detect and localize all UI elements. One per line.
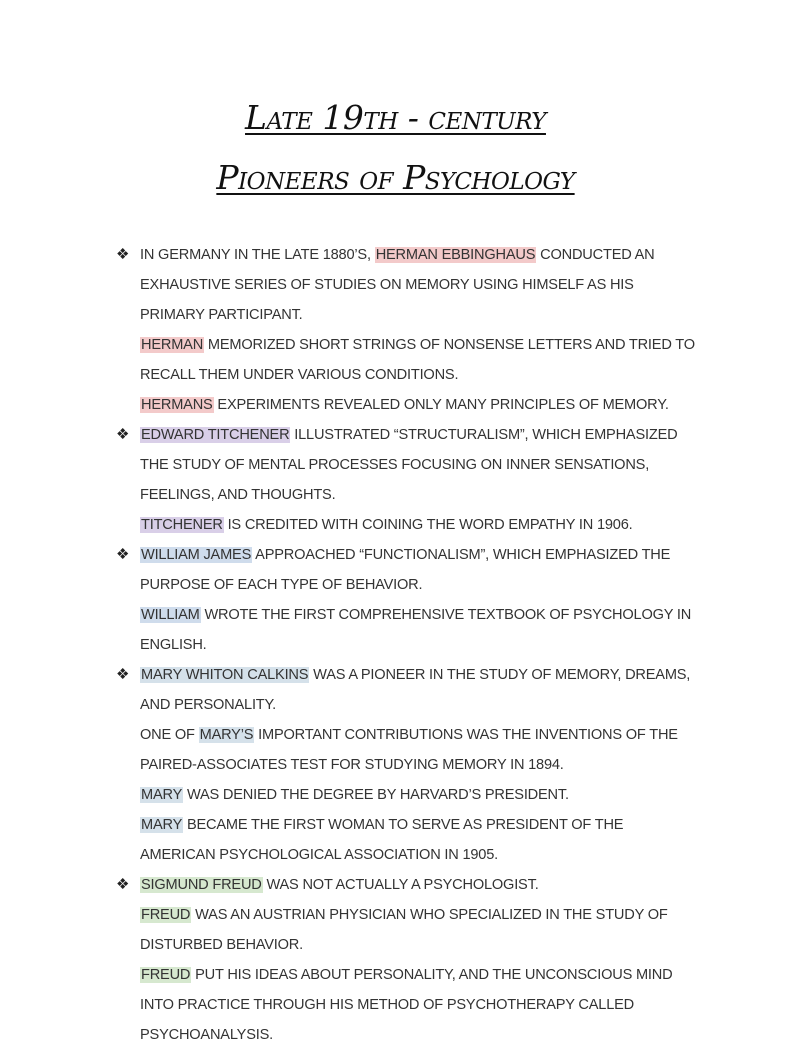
paragraph [140,870,700,900]
list-item-ebbinghaus [116,240,700,420]
text: WAS DENIED THE DEGREE BY HARVARD’S PRESIDENT. [183,787,569,803]
paragraph [140,810,700,870]
text: IS CREDITED WITH COINING THE WORD EMPATHY IN 1906. [223,517,633,533]
title-line-2: Pioneers of Psychology [216,158,575,197]
highlight-name: MARY’S [199,727,254,743]
highlight-name: HERMAN EBBINGHAUS [375,247,536,263]
highlight-name: FREUD [141,967,191,983]
diamond-bullet-icon: ❖ [116,546,130,563]
text: WROTE THE FIRST COMPREHENSIVE TEXTBOOK OF PSYCHOLOGY IN ENGLISH. [140,607,692,653]
highlight-name: MARY WHITON CALKINS [141,667,309,683]
paragraph [140,390,700,420]
highlight-name: EDWARD TITCHENER [141,427,290,443]
text: EXPERIMENTS REVEALED ONLY MANY PRINCIPLES OF MEMORY. [213,397,669,413]
paragraph [140,510,700,540]
paragraph [140,240,700,330]
highlight-name: WILLIAM [141,607,200,623]
list-item-james [116,540,700,660]
paragraph [140,720,700,780]
text: MEMORIZED SHORT STRINGS OF NONSENSE LETTERS AND TRIED TO RECALL THEM UNDER VARIOUS CONDITIONS. [140,337,695,383]
text: ONE OF [140,727,199,743]
highlight-name: FREUD [141,907,191,923]
diamond-bullet-icon: ❖ [116,246,130,263]
text: APPROACHED “FUNCTIONALISM”, WHICH EMPHASIZED THE PURPOSE OF EACH TYPE OF BEHAVIOR. [140,547,671,593]
text: CONDUCTED AN EXHAUSTIVE SERIES OF STUDIES ON MEMORY USING HIMSELF AS HIS PRIMARY PARTICIPANT. [140,247,655,323]
highlight-name: SIGMUND FREUD [141,877,262,893]
text: WAS NOT ACTUALLY A PSYCHOLOGIST. [262,877,539,893]
text: WAS A PIONEER IN THE STUDY OF MEMORY, DREAMS, AND PERSONALITY. [140,667,691,713]
text: ILLUSTRATED “STRUCTURALISM”, WHICH EMPHASIZED THE STUDY OF MENTAL PROCESSES FOCUSING ON INNER SENSATIONS, FEELINGS, AND THOUGHTS. [140,427,678,503]
highlight-name: MARY [141,787,183,803]
text: BECAME THE FIRST WOMAN TO SERVE AS PRESIDENT OF THE AMERICAN PSYCHOLOGICAL ASSOCIATION IN 1905. [140,817,624,863]
list-item-freud [116,870,700,1050]
paragraph [140,600,700,660]
highlight-name: WILLIAM JAMES [141,547,252,563]
text: PUT HIS IDEAS ABOUT PERSONALITY, AND THE UNCONSCIOUS MIND INTO PRACTICE THROUGH HIS METHOD OF PSYCHOTHERAPY CALLED PSYCHOANALYSIS. [140,967,673,1043]
diamond-bullet-icon: ❖ [116,426,130,443]
highlight-name: HERMAN [141,337,204,353]
list-item-calkins [116,660,700,870]
paragraph [140,420,700,510]
paragraph [140,900,700,960]
paragraph [140,330,700,390]
title-line-1: Late 19th - century [245,98,546,137]
paragraph [140,960,700,1050]
diamond-bullet-icon: ❖ [116,666,130,683]
pioneers-list [116,240,700,1050]
paragraph [140,660,700,720]
highlight-name: TITCHENER [141,517,223,533]
highlight-name: HERMANS [141,397,213,413]
text: IMPORTANT CONTRIBUTIONS WAS THE INVENTIONS OF THE PAIRED-ASSOCIATES TEST FOR STUDYING MEMORY IN 1894. [140,727,678,773]
paragraph [140,540,700,600]
diamond-bullet-icon: ❖ [116,876,130,893]
text: IN GERMANY IN THE LATE 1880’S, [140,247,375,263]
highlight-name: MARY [141,817,183,833]
list-item-titchener [116,420,700,540]
paragraph [140,780,700,810]
text: WAS AN AUSTRIAN PHYSICIAN WHO SPECIALIZED IN THE STUDY OF DISTURBED BEHAVIOR. [140,907,668,953]
